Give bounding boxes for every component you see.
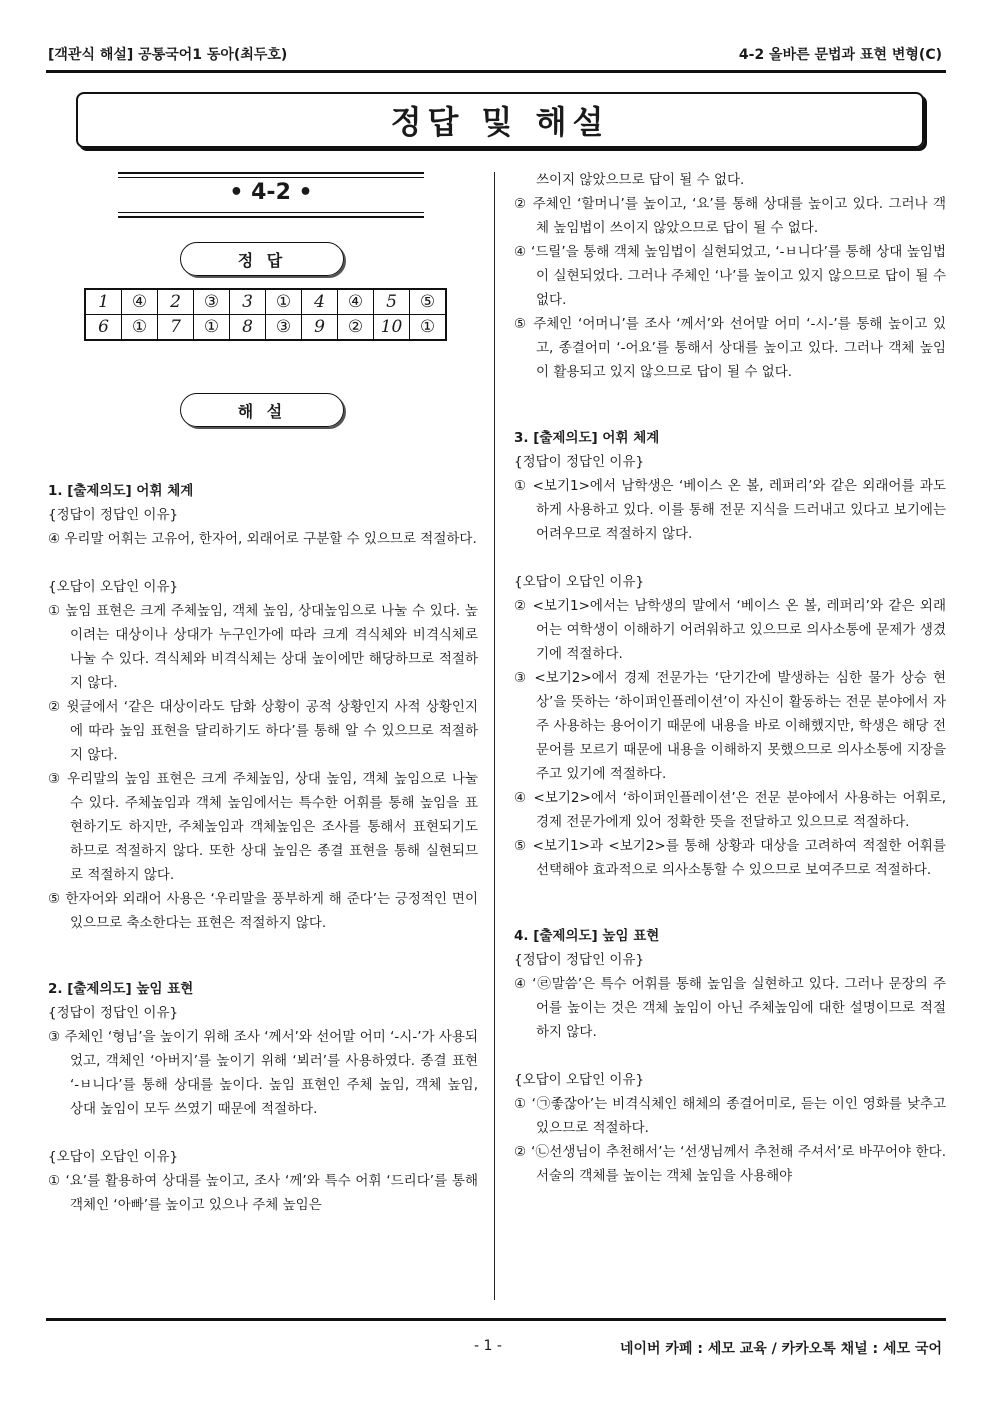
answer-q: 9 — [302, 315, 338, 341]
left-column — [48, 172, 478, 1217]
footer-channel-info: 네이버 카페 : 세모 교육 / 카카오톡 채널 : 세모 국어 — [619, 1341, 942, 1357]
explanation-item: ⑤ <보기1>과 <보기2>를 통해 상황과 대상을 고려하여 적절한 어휘를 선택해야 효과적으로 의사소통할 수 있으므로 보여주므로 적절하다. — [514, 838, 946, 878]
answer-label: 정 답 — [180, 242, 344, 276]
section-title: 3. [출제의도] 어휘 체계 — [514, 430, 660, 446]
unit-label-box — [118, 172, 424, 218]
wrong-reason-heading: {오답이 오답인 이유} — [514, 574, 645, 590]
explanation-item: ④ <보기2>에서 ‘하이퍼인플레이션’은 전문 분야에서 사용하는 어휘로, 경제 전문가에게 있어 정확한 뜻을 전달하고 있으므로 적절하다. — [514, 790, 946, 830]
answer-q: 7 — [158, 315, 194, 341]
explanation-item: ① <보기1>에서 남학생은 ‘베이스 온 볼, 레퍼리’와 같은 외래어를 과도하게 사용하고 있다. 이를 통해 전문 지식을 드러내고 있다고 보기에는 어려우므로 적절하지 않다. — [514, 478, 946, 542]
explanation-item: ② 윗글에서 ‘같은 대상이라도 담화 상황이 공적 상황인지 사적 상황인지에 따라 높임 표현을 달리하기도 하다’를 통해 알 수 있으므로 적절하지 않다. — [48, 699, 478, 763]
right-column — [514, 168, 946, 1188]
answer-a: ① — [266, 289, 302, 315]
answer-q: 5 — [374, 289, 410, 315]
page-number: - 1 - — [474, 1338, 502, 1354]
explanation-item: ① ‘㉠좋잖아’는 비격식체인 해체의 종결어미로, 듣는 이인 영화를 낮추고 있으므로 적절하다. — [514, 1096, 946, 1136]
answer-q: 1 — [85, 289, 122, 315]
explanation-item: 쓰이지 않았으므로 답이 될 수 없다. — [536, 172, 745, 188]
explanation-item: ② <보기1>에서는 남학생의 말에서 ‘베이스 온 볼, 레퍼리’와 같은 외래어는 여학생이 이해하기 어려워하고 있으므로 의사소통에 문제가 생겼기에 적절하다. — [514, 598, 946, 662]
explanation-item: ③ <보기2>에서 경제 전문가는 ‘단기간에 발생하는 심한 물가 상승 현상’을 뜻하는 ‘하이퍼인플레이션’이 자신이 활동하는 전문 분야에서 자주 사용하는 용어이기 때문에 내용을 바로 이해했지만, 학생은 해당 전문어를 모르기 때문에 내용을 이해하지 못했으므로 의사소통에 지장을 주고 있기에 적절하다. — [514, 670, 946, 782]
answer-table — [84, 288, 447, 341]
explanation-item: ⑤ 한자어와 외래어 사용은 ‘우리말을 풍부하게 해 준다’는 긍정적인 면이 있으므로 축소한다는 표현은 적절하지 않다. — [48, 891, 478, 931]
explanation-item: ⑤ 주체인 ‘어머니’를 조사 ‘께서’와 선어말 어미 ‘-시-’를 통해 높이고 있고, 종결어미 ‘-어요’를 통해서 상대를 높이고 있다. 그러나 객체 높임이 활용되고 있지 않으므로 답이 될 수 없다. — [514, 316, 946, 380]
answer-a: ③ — [194, 289, 230, 315]
column-divider — [494, 172, 495, 1300]
wrong-reason-heading: {오답이 오답인 이유} — [48, 579, 179, 595]
answer-q: 8 — [230, 315, 266, 341]
answer-q: 6 — [85, 315, 122, 341]
answer-a: ④ — [338, 289, 374, 315]
correct-reason-heading: {정답이 정답인 이유} — [48, 1005, 179, 1021]
explanation-item: ② 주체인 ‘할머니’를 높이고, ‘요’를 통해 상대를 높이고 있다. 그러나 객체 높임법이 쓰이지 않았으므로 답이 될 수 없다. — [514, 196, 946, 236]
answer-a: ③ — [266, 315, 302, 341]
explanation-item: ② ‘㉡선생님이 추천해서’는 ‘선생님께서 추천해 주셔서’로 바꾸어야 한다. 서술의 객체를 높이는 객체 높임을 사용해야 — [514, 1144, 946, 1184]
correct-reason-heading: {정답이 정답인 이유} — [514, 454, 645, 470]
section-title: 1. [출제의도] 어휘 체계 — [48, 483, 194, 499]
footer-rule — [46, 1318, 946, 1321]
wrong-reason-heading: {오답이 오답인 이유} — [48, 1149, 179, 1165]
answer-a: ① — [122, 315, 158, 341]
explanation-item: ① ‘요’를 활용하여 상대를 높이고, 조사 ‘께’와 특수 어휘 ‘드리다’를 통해 객체인 ‘아빠’를 높이고 있으나 주체 높임은 — [48, 1173, 478, 1213]
explanation-item: ④ ‘㉣말씀’은 특수 어휘를 통해 높임을 실현하고 있다. 그러나 문장의 주어를 높이는 것은 객체 높임이 아닌 주체높임에 대한 설명이므로 적절하지 않다. — [514, 976, 946, 1040]
answer-a: ⑤ — [410, 289, 447, 315]
header-left: [객관식 해설] 공통국어1 동아(최두호) — [48, 47, 288, 63]
header-rule — [46, 70, 946, 73]
correct-reason-heading: {정답이 정답인 이유} — [48, 507, 179, 523]
page-title: 정답 및 해설 — [76, 92, 924, 148]
answer-q: 10 — [374, 315, 410, 341]
explanation-item: ③ 우리말의 높임 표현은 크게 주체높임, 상대 높임, 객체 높임으로 나눌 수 있다. 주체높임과 객체 높임에서는 특수한 어휘를 통해 높임을 표현하기도 하지만, 주체높임과 객체높임은 조사를 통해서 표현되기도 하므로 적절하지 않다. 또한 상대 높임은 종결 표현을 통해 실현되므로 적절하지 않다. — [48, 771, 478, 883]
section-title: 2. [출제의도] 높임 표현 — [48, 981, 194, 997]
explanation-item: ① 높임 표현은 크게 주체높임, 객체 높임, 상대높임으로 나눌 수 있다. 높이려는 대상이나 상대가 누구인가에 따라 크게 격식체와 비격식체로 나눌 수 있다. 격식체와 비격식체는 상대 높이에만 해당하므로 적절하지 않다. — [48, 603, 478, 691]
explanation-item: ③ 주체인 ‘형님’을 높이기 위해 조사 ‘께서’와 선어말 어미 ‘-시-’가 사용되었고, 객체인 ‘아버지’를 높이기 위해 ‘뵈러’를 사용하였다. 종결 표현 ‘-ㅂ니다’를 통해 상대를 높이다. 높임 표현인 주체 높임, 객체 높임, 상대 높임이 모두 쓰였기 때문에 적절하다. — [48, 1029, 478, 1117]
answer-q: 2 — [158, 289, 194, 315]
answer-q: 3 — [230, 289, 266, 315]
explanation-item: ④ 우리말 어휘는 고유어, 한자어, 외래어로 구분할 수 있으므로 적절하다. — [48, 531, 477, 547]
explanation-item: ④ ‘드릴’을 통해 객체 높임법이 실현되었고, ‘-ㅂ니다’를 통해 상대 높임법이 실현되었다. 그러나 주체인 ‘나’를 높이고 있지 않으므로 답이 될 수 없다. — [514, 244, 946, 308]
explain-label: 해 설 — [180, 393, 344, 427]
answer-a: ① — [194, 315, 230, 341]
answer-a: ① — [410, 315, 447, 341]
wrong-reason-heading: {오답이 오답인 이유} — [514, 1072, 645, 1088]
answer-a: ② — [338, 315, 374, 341]
correct-reason-heading: {정답이 정답인 이유} — [514, 952, 645, 968]
header-right: 4-2 올바른 문법과 표현 변형(C) — [738, 47, 942, 63]
unit-label: • 4-2 • — [229, 180, 313, 205]
answer-q: 4 — [302, 289, 338, 315]
section-title: 4. [출제의도] 높임 표현 — [514, 928, 660, 944]
answer-a: ④ — [122, 289, 158, 315]
